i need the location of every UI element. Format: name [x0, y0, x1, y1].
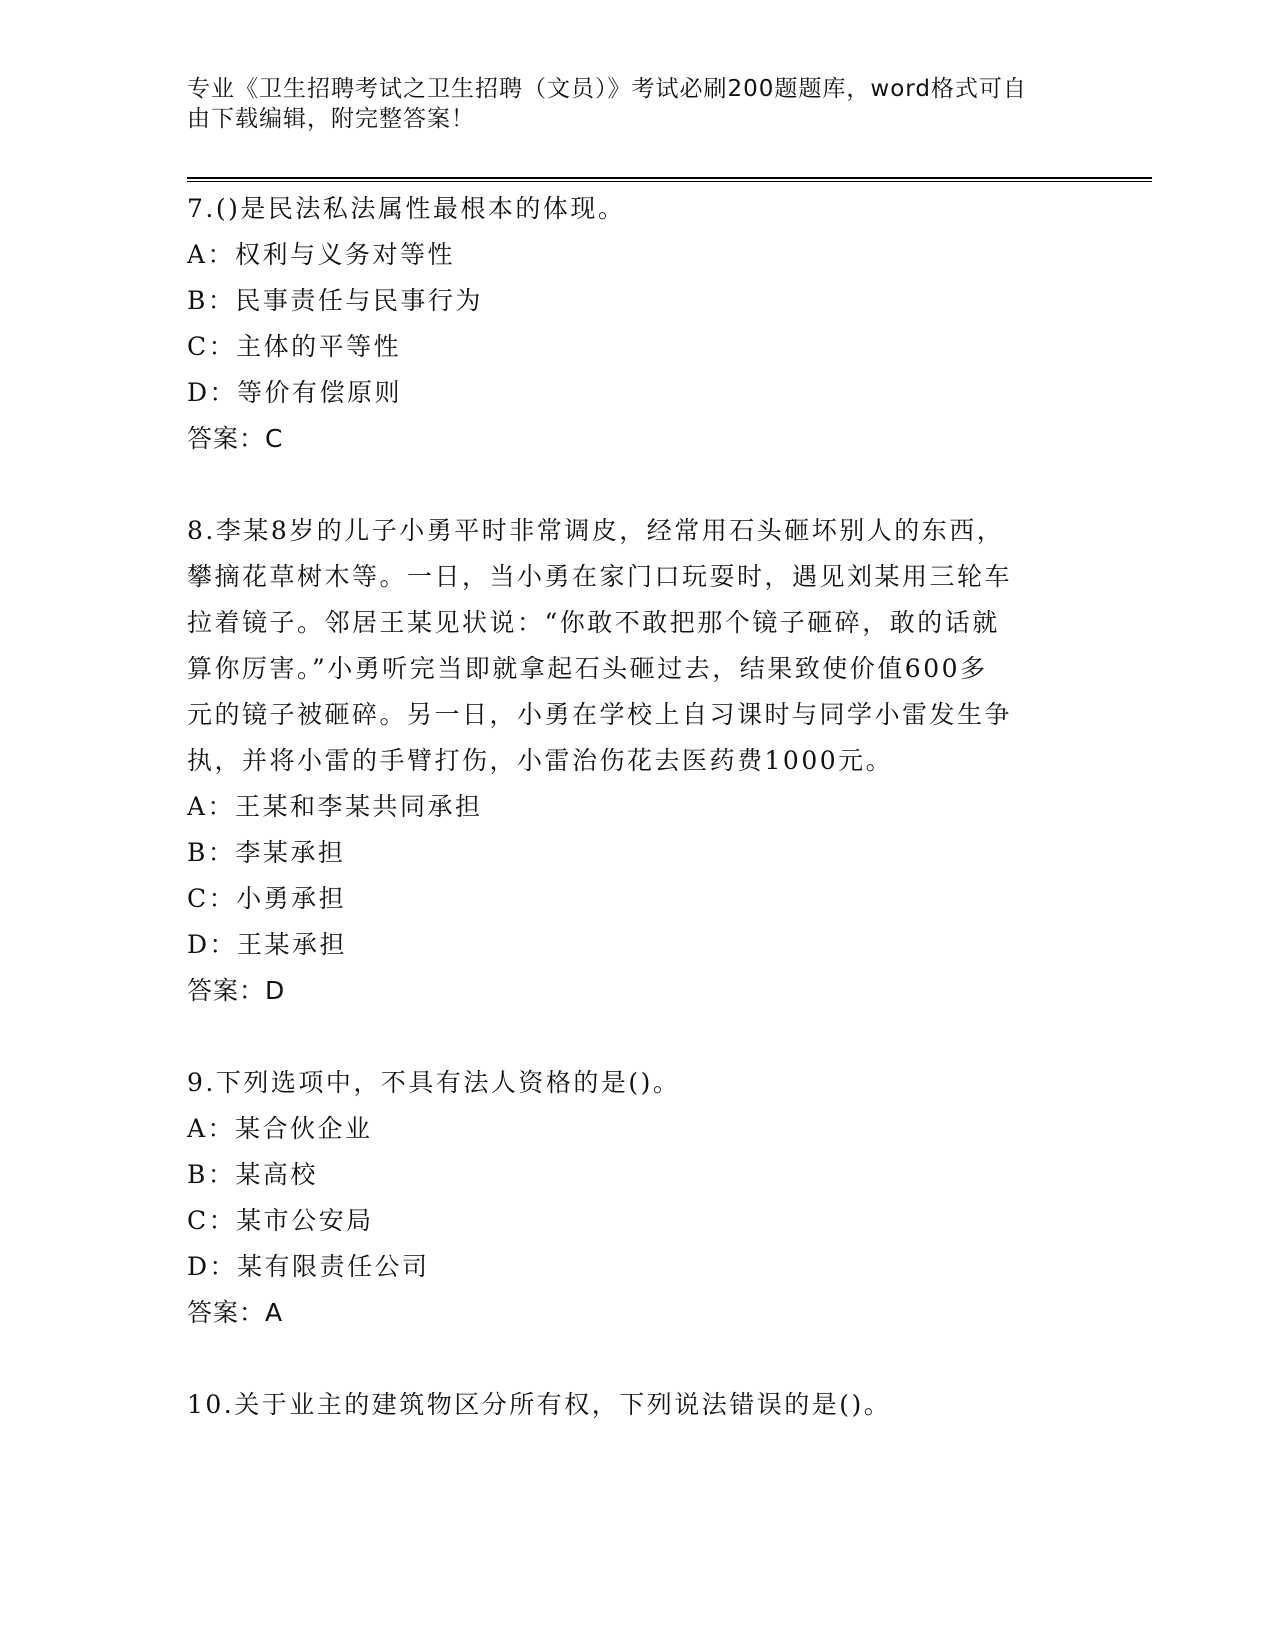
- question-stem-line: 8.李某8岁的儿子小勇平时非常调皮，经常用石头砸坏别人的东西，: [187, 516, 1005, 545]
- question-9: [187, 1060, 1087, 1336]
- question-stem-line: 执，并将小雷的手臂打伤，小雷治伤花去医药费1000元。: [187, 746, 894, 775]
- question-stem: 7.()是民法私法属性最根本的体现。: [187, 194, 626, 223]
- option-c: C：某市公安局: [187, 1206, 374, 1235]
- question-7: [187, 186, 1087, 462]
- option-c: C：小勇承担: [187, 884, 347, 913]
- question-10: [187, 1382, 1087, 1428]
- spacer: [187, 1336, 1087, 1382]
- answer: 答案：C: [187, 424, 284, 453]
- header-rule-thin: [187, 181, 1152, 182]
- question-8: [187, 508, 1087, 1014]
- option-a: A：某合伙企业: [187, 1114, 373, 1143]
- question-stem-line: 算你厉害。”小勇听完当即就拿起石头砸过去，结果致使价值600多: [187, 654, 988, 683]
- option-a: A：权利与义务对等性: [187, 240, 456, 269]
- answer: 答案：D: [187, 976, 286, 1005]
- header-line-1: 专业《卫生招聘考试之卫生招聘（文员）》考试必刷200题题库，word格式可自: [187, 76, 1027, 102]
- option-d: D：等价有偿原则: [187, 378, 403, 407]
- option-d: D：某有限责任公司: [187, 1252, 430, 1281]
- option-b: B：某高校: [187, 1160, 318, 1189]
- question-stem: 10.关于业主的建筑物区分所有权，下列说法错误的是()。: [187, 1390, 892, 1419]
- option-c: C：主体的平等性: [187, 332, 402, 361]
- header-line-2: 由下载编辑，附完整答案！: [187, 106, 475, 132]
- answer: 答案：A: [187, 1298, 284, 1327]
- spacer: [187, 462, 1087, 508]
- option-b: B：李某承担: [187, 838, 346, 867]
- question-stem-line: 元的镜子被砸碎。另一日，小勇在学校上自习课时与同学小雷发生争: [187, 700, 1013, 729]
- question-stem-line: 攀摘花草树木等。一日，当小勇在家门口玩耍时，遇见刘某用三轮车: [187, 562, 1013, 591]
- spacer: [187, 1014, 1087, 1060]
- option-a: A：王某和李某共同承担: [187, 792, 483, 821]
- document-header: [187, 74, 1067, 134]
- option-b: B：民事责任与民事行为: [187, 286, 483, 315]
- header-rule-thick: [187, 177, 1152, 179]
- question-list: [187, 186, 1087, 1428]
- question-stem: 9.下列选项中，不具有法人资格的是()。: [187, 1068, 681, 1097]
- option-d: D：王某承担: [187, 930, 348, 959]
- question-stem-line: 拉着镜子。邻居王某见状说：“你敢不敢把那个镜子砸碎，敢的话就: [187, 608, 1000, 637]
